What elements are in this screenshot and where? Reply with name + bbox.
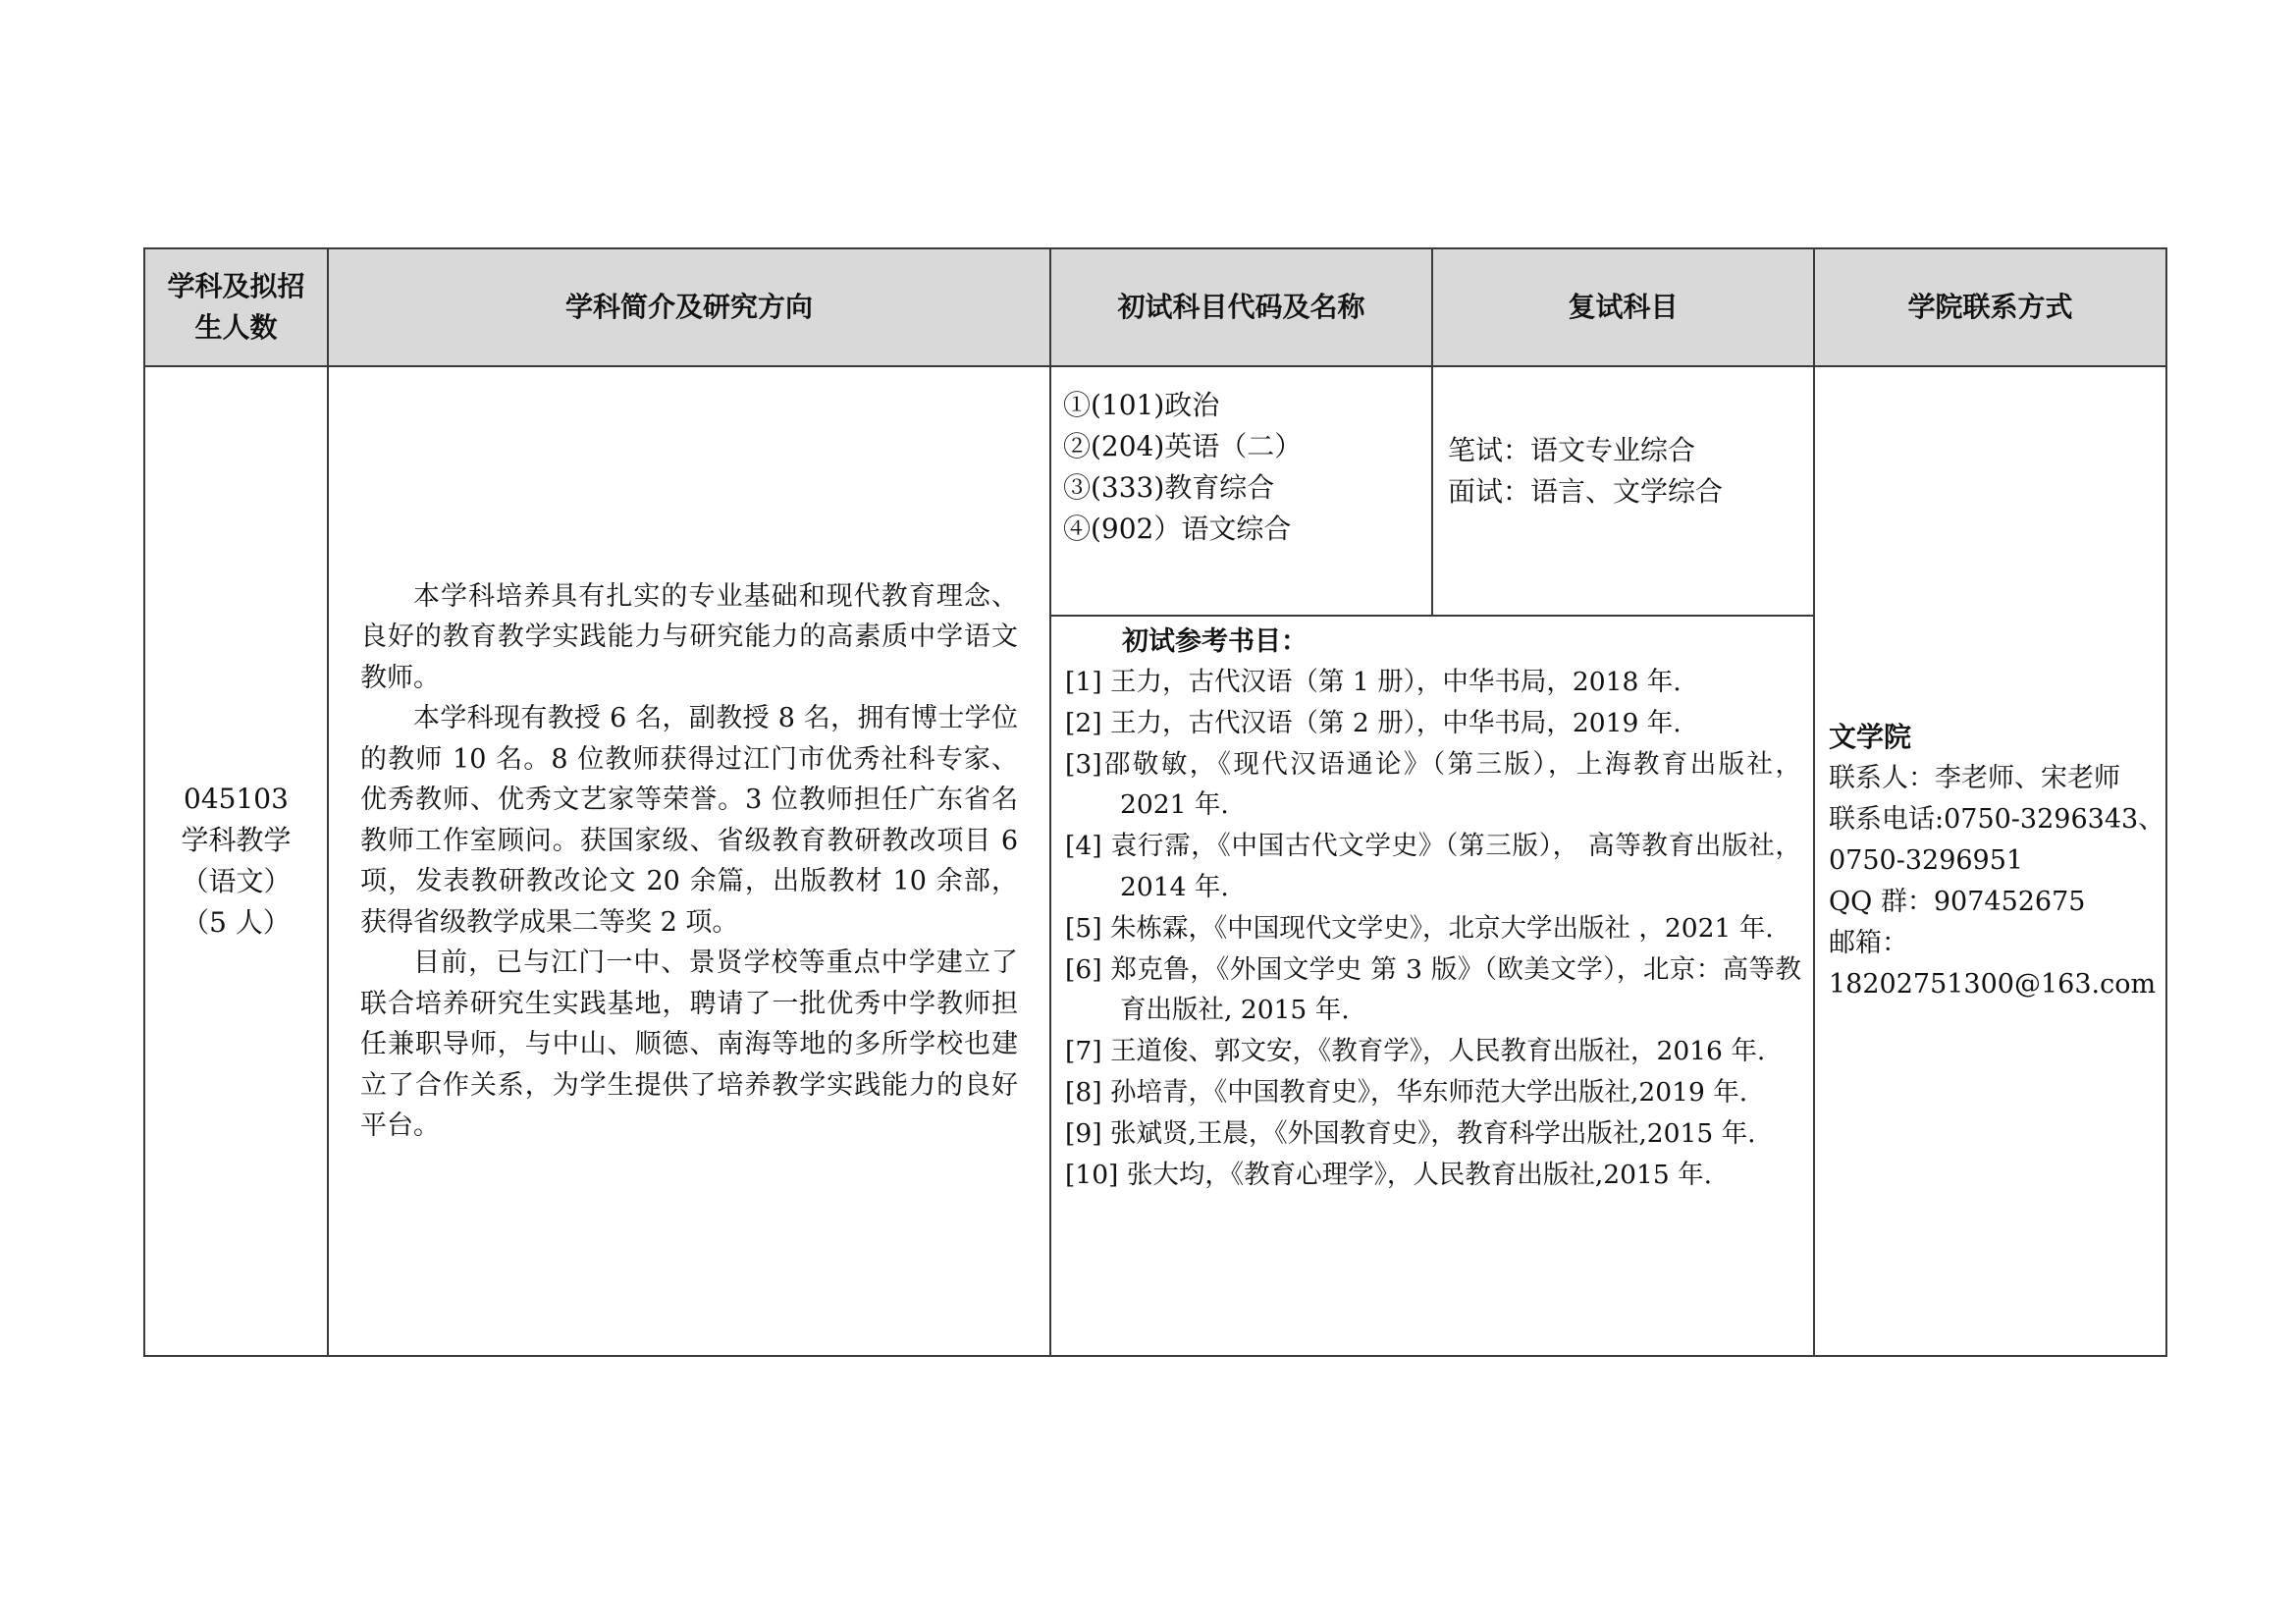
subject-direction: （语文）: [181, 865, 292, 897]
intro-paragraph: 目前，已与江门一中、景贤学校等重点中学建立了联合培养研究生实践基地，聘请了一批优秀中学教师担任兼职导师，与中山、顺德、南海等地的多所学校也建立了合作关系，为学生提供了培养教学实践能力的良好平台。: [360, 947, 1018, 1141]
header-exam: 初试科目代码及名称: [1050, 248, 1432, 366]
retest-cell: [1432, 366, 1814, 616]
contact-qq: QQ 群：907452675: [1829, 887, 2086, 917]
reference-book: [9] 张斌贤,王晨，《外国教育史》，教育科学出版社,2015 年.: [1065, 1117, 1756, 1149]
contact-cell: [1814, 366, 2166, 1356]
header-subject-label: 学科及拟招生人数: [167, 270, 305, 344]
exam-subjects-cell: [1050, 366, 1432, 616]
reference-book: [8] 孙培青，《中国教育史》，华东师范大学出版社,2019 年.: [1065, 1076, 1748, 1108]
admissions-table: [143, 247, 2167, 1357]
reference-book: [10] 张大均，《教育心理学》，人民教育出版社,2015 年.: [1065, 1159, 1713, 1190]
contact-email: 18202751300@163.com: [1829, 969, 2157, 1000]
contact-phone-2: 0750-3296951: [1829, 845, 2024, 876]
table-row: [144, 366, 2166, 616]
reference-book: [7] 王道俊、郭文安，《教育学》，人民教育出版社，2016 年.: [1065, 1036, 1766, 1067]
reference-books-title: 初试参考书目：: [1122, 626, 1308, 657]
header-intro: 学科简介及研究方向: [328, 248, 1050, 366]
intro-paragraph: 本学科培养具有扎实的专业基础和现代教育理念、良好的教育教学实践能力与研究能力的高素质中学语文教师。: [360, 580, 1018, 693]
contact-email-label: 邮箱：: [1829, 928, 1908, 958]
intro-paragraph: 本学科现有教授 6 名，副教授 8 名，拥有博士学位的教师 10 名。8 位教师获得过江门市优秀社科专家、优秀教师、优秀文艺家等荣誉。3 位教师担任广东省名教师工作室顾问。获国家级、省级教育教研教改项目 6 项，发表教研教改论文 20 余篇，出版教材 10 余部，获得省级教学成果二等奖 2 项。: [360, 703, 1018, 938]
subject-name: 学科教学: [181, 824, 292, 856]
exam-subject: ④(902）语文综合: [1063, 513, 1292, 545]
header-contact: 学院联系方式: [1814, 248, 2166, 366]
subject-code: 045103: [184, 783, 289, 815]
retest-written: 笔试：语文专业综合: [1448, 434, 1696, 466]
reference-book: [5] 朱栋霖，《中国现代文学史》，北京大学出版社 ，2021 年.: [1065, 912, 1774, 944]
header-retest: 复试科目: [1432, 248, 1814, 366]
exam-subject: ③(333)教育综合: [1063, 471, 1275, 504]
reference-book: [1] 王力，古代汉语（第 1 册），中华书局，2018 年.: [1065, 667, 1682, 697]
reference-books-cell: [1050, 616, 1814, 1356]
reference-book: [4] 袁行霈，《中国古代文学史》（第三版）， 高等教育出版社， 2014 年.: [1065, 831, 1801, 902]
contact-college: 文学院: [1829, 721, 1912, 753]
reference-book: [3]邵敬敏，《现代汉语通论》（第三版），上海教育出版社，2021 年.: [1065, 748, 1801, 821]
exam-subject: ②(204)英语（二）: [1063, 430, 1303, 462]
contact-phone: 联系电话:0750-3296343、: [1829, 804, 2165, 835]
exam-subject: ①(101)政治: [1063, 389, 1220, 421]
intro-cell: [328, 366, 1050, 1356]
retest-interview: 面试：语言、文学综合: [1448, 475, 1724, 508]
header-subject: [144, 248, 328, 366]
contact-person: 联系人：李老师、宋老师: [1829, 763, 2120, 793]
reference-book: [6] 郑克鲁，《外国文学史 第 3 版》（欧美文学），北京：高等教育出版社, 2015 年.: [1065, 953, 1801, 1026]
subject-cell: [144, 366, 328, 1356]
header-row: [144, 248, 2166, 366]
enrollment-count: （5 人）: [182, 906, 291, 939]
reference-book: [2] 王力，古代汉语（第 2 册），中华书局，2019 年.: [1065, 707, 1682, 738]
